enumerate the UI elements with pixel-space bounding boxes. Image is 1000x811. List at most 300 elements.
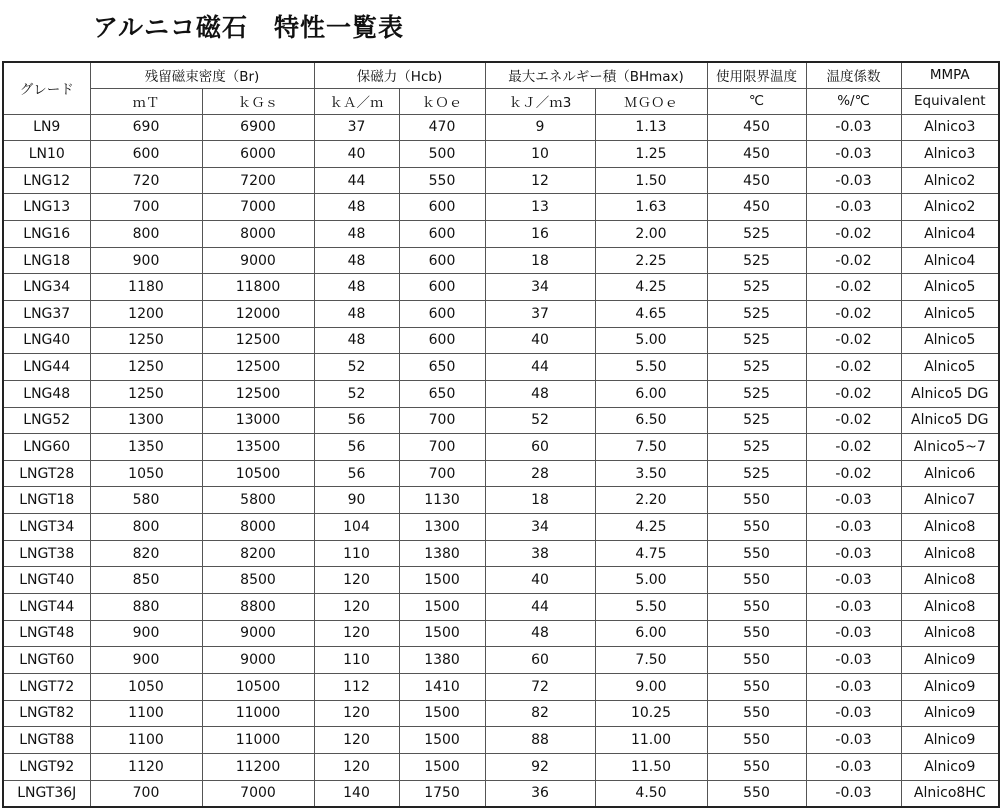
header-mmpa: MMPA bbox=[901, 62, 999, 88]
cell-bhmax-kj-m3: 52 bbox=[485, 407, 595, 434]
table-row bbox=[3, 300, 999, 327]
table-row bbox=[3, 780, 999, 807]
cell-br-mt: 1180 bbox=[90, 274, 202, 301]
cell-grade: LN9 bbox=[3, 114, 90, 141]
cell-br-mt: 800 bbox=[90, 514, 202, 541]
cell-br-mt: 1100 bbox=[90, 700, 202, 727]
cell-grade: LNG13 bbox=[3, 194, 90, 221]
cell-bhmax-mgoe: 7.50 bbox=[595, 647, 707, 674]
cell-temp-limit: 525 bbox=[707, 434, 806, 461]
cell-hcb-koe: 650 bbox=[399, 380, 485, 407]
cell-hcb-ka-m: 110 bbox=[314, 540, 399, 567]
cell-hcb-ka-m: 56 bbox=[314, 407, 399, 434]
cell-hcb-ka-m: 110 bbox=[314, 647, 399, 674]
cell-grade: LNG18 bbox=[3, 247, 90, 274]
cell-mmpa-equivalent: Alnico8 bbox=[901, 540, 999, 567]
cell-hcb-ka-m: 48 bbox=[314, 327, 399, 354]
cell-temp-coef: -0.03 bbox=[806, 540, 901, 567]
cell-hcb-koe: 1300 bbox=[399, 514, 485, 541]
cell-mmpa-equivalent: Alnico5 DG bbox=[901, 407, 999, 434]
cell-bhmax-kj-m3: 18 bbox=[485, 247, 595, 274]
cell-br-kgs: 8500 bbox=[202, 567, 314, 594]
cell-temp-coef: -0.03 bbox=[806, 141, 901, 168]
cell-hcb-ka-m: 120 bbox=[314, 594, 399, 621]
unit-kgs: ｋＧｓ bbox=[202, 88, 314, 114]
cell-hcb-ka-m: 112 bbox=[314, 673, 399, 700]
cell-hcb-ka-m: 56 bbox=[314, 434, 399, 461]
cell-hcb-koe: 650 bbox=[399, 354, 485, 381]
cell-hcb-koe: 600 bbox=[399, 327, 485, 354]
cell-temp-coef: -0.02 bbox=[806, 460, 901, 487]
cell-temp-coef: -0.02 bbox=[806, 434, 901, 461]
cell-bhmax-kj-m3: 38 bbox=[485, 540, 595, 567]
table-row bbox=[3, 247, 999, 274]
header-row-group bbox=[3, 62, 999, 88]
cell-grade: LNG60 bbox=[3, 434, 90, 461]
cell-bhmax-kj-m3: 82 bbox=[485, 700, 595, 727]
cell-temp-limit: 450 bbox=[707, 194, 806, 221]
cell-temp-coef: -0.03 bbox=[806, 194, 901, 221]
table-row bbox=[3, 700, 999, 727]
cell-br-mt: 850 bbox=[90, 567, 202, 594]
table-row bbox=[3, 647, 999, 674]
cell-bhmax-kj-m3: 10 bbox=[485, 141, 595, 168]
cell-grade: LNG12 bbox=[3, 167, 90, 194]
cell-br-mt: 700 bbox=[90, 194, 202, 221]
cell-bhmax-kj-m3: 48 bbox=[485, 380, 595, 407]
cell-br-kgs: 5800 bbox=[202, 487, 314, 514]
cell-hcb-koe: 470 bbox=[399, 114, 485, 141]
cell-br-mt: 900 bbox=[90, 247, 202, 274]
cell-mmpa-equivalent: Alnico8 bbox=[901, 567, 999, 594]
cell-bhmax-mgoe: 11.00 bbox=[595, 727, 707, 754]
cell-bhmax-mgoe: 4.75 bbox=[595, 540, 707, 567]
cell-hcb-ka-m: 44 bbox=[314, 167, 399, 194]
table-row bbox=[3, 620, 999, 647]
cell-hcb-ka-m: 56 bbox=[314, 460, 399, 487]
cell-br-mt: 820 bbox=[90, 540, 202, 567]
cell-mmpa-equivalent: Alnico7 bbox=[901, 487, 999, 514]
header-temp-coef: 温度係数 bbox=[806, 62, 901, 88]
table-row bbox=[3, 514, 999, 541]
cell-bhmax-kj-m3: 44 bbox=[485, 594, 595, 621]
table-row bbox=[3, 753, 999, 780]
cell-bhmax-mgoe: 4.50 bbox=[595, 780, 707, 807]
cell-grade: LNG48 bbox=[3, 380, 90, 407]
cell-temp-coef: -0.02 bbox=[806, 300, 901, 327]
header-temp-limit: 使用限界温度 bbox=[707, 62, 806, 88]
cell-grade: LNG40 bbox=[3, 327, 90, 354]
cell-grade: LNGT28 bbox=[3, 460, 90, 487]
cell-hcb-ka-m: 48 bbox=[314, 221, 399, 248]
cell-br-mt: 700 bbox=[90, 780, 202, 807]
table-row bbox=[3, 434, 999, 461]
cell-bhmax-mgoe: 1.25 bbox=[595, 141, 707, 168]
cell-hcb-ka-m: 104 bbox=[314, 514, 399, 541]
unit-kj-m3: ｋＪ／ｍ3 bbox=[485, 88, 595, 114]
cell-temp-limit: 525 bbox=[707, 327, 806, 354]
cell-temp-limit: 450 bbox=[707, 167, 806, 194]
cell-bhmax-mgoe: 11.50 bbox=[595, 753, 707, 780]
cell-mmpa-equivalent: Alnico9 bbox=[901, 673, 999, 700]
cell-temp-limit: 525 bbox=[707, 300, 806, 327]
header-hcb: 保磁力（Hcb) bbox=[314, 62, 485, 88]
cell-bhmax-mgoe: 4.65 bbox=[595, 300, 707, 327]
cell-hcb-koe: 1130 bbox=[399, 487, 485, 514]
table-row bbox=[3, 487, 999, 514]
cell-hcb-ka-m: 48 bbox=[314, 247, 399, 274]
cell-br-kgs: 12500 bbox=[202, 354, 314, 381]
cell-grade: LNG34 bbox=[3, 274, 90, 301]
cell-hcb-koe: 1500 bbox=[399, 620, 485, 647]
cell-bhmax-mgoe: 4.25 bbox=[595, 514, 707, 541]
cell-mmpa-equivalent: Alnico5 bbox=[901, 327, 999, 354]
cell-temp-coef: -0.02 bbox=[806, 274, 901, 301]
cell-br-mt: 1050 bbox=[90, 460, 202, 487]
table-row bbox=[3, 194, 999, 221]
cell-bhmax-kj-m3: 16 bbox=[485, 221, 595, 248]
cell-temp-limit: 525 bbox=[707, 221, 806, 248]
cell-br-kgs: 11000 bbox=[202, 700, 314, 727]
cell-hcb-koe: 1500 bbox=[399, 700, 485, 727]
cell-br-kgs: 13000 bbox=[202, 407, 314, 434]
cell-temp-coef: -0.03 bbox=[806, 753, 901, 780]
cell-hcb-koe: 1410 bbox=[399, 673, 485, 700]
cell-bhmax-kj-m3: 12 bbox=[485, 167, 595, 194]
table-row bbox=[3, 540, 999, 567]
cell-br-kgs: 8800 bbox=[202, 594, 314, 621]
unit-percent-per-c: %/℃ bbox=[806, 88, 901, 114]
cell-br-mt: 600 bbox=[90, 141, 202, 168]
page-title: アルニコ磁石 特性一覧表 bbox=[93, 13, 405, 42]
cell-temp-coef: -0.03 bbox=[806, 700, 901, 727]
cell-br-kgs: 10500 bbox=[202, 460, 314, 487]
cell-temp-coef: -0.03 bbox=[806, 514, 901, 541]
cell-grade: LNGT38 bbox=[3, 540, 90, 567]
unit-koe: ｋＯｅ bbox=[399, 88, 485, 114]
cell-grade: LNGT34 bbox=[3, 514, 90, 541]
cell-hcb-koe: 500 bbox=[399, 141, 485, 168]
cell-temp-limit: 525 bbox=[707, 354, 806, 381]
cell-temp-coef: -0.03 bbox=[806, 487, 901, 514]
cell-grade: LNGT88 bbox=[3, 727, 90, 754]
cell-br-kgs: 12000 bbox=[202, 300, 314, 327]
cell-bhmax-kj-m3: 34 bbox=[485, 274, 595, 301]
cell-temp-limit: 550 bbox=[707, 673, 806, 700]
cell-bhmax-mgoe: 5.50 bbox=[595, 594, 707, 621]
cell-br-kgs: 12500 bbox=[202, 327, 314, 354]
cell-temp-limit: 525 bbox=[707, 274, 806, 301]
cell-grade: LNG44 bbox=[3, 354, 90, 381]
cell-bhmax-kj-m3: 37 bbox=[485, 300, 595, 327]
cell-temp-coef: -0.02 bbox=[806, 380, 901, 407]
cell-bhmax-mgoe: 1.13 bbox=[595, 114, 707, 141]
cell-mmpa-equivalent: Alnico5 DG bbox=[901, 380, 999, 407]
cell-br-kgs: 11200 bbox=[202, 753, 314, 780]
table-row bbox=[3, 274, 999, 301]
table-body bbox=[3, 114, 999, 807]
cell-br-kgs: 7200 bbox=[202, 167, 314, 194]
cell-temp-limit: 550 bbox=[707, 727, 806, 754]
cell-bhmax-kj-m3: 88 bbox=[485, 727, 595, 754]
cell-br-mt: 800 bbox=[90, 221, 202, 248]
cell-temp-limit: 550 bbox=[707, 700, 806, 727]
unit-ka-m: ｋＡ／ｍ bbox=[314, 88, 399, 114]
cell-mmpa-equivalent: Alnico5~7 bbox=[901, 434, 999, 461]
cell-hcb-koe: 550 bbox=[399, 167, 485, 194]
cell-temp-coef: -0.03 bbox=[806, 780, 901, 807]
cell-mmpa-equivalent: Alnico5 bbox=[901, 354, 999, 381]
cell-br-mt: 1250 bbox=[90, 354, 202, 381]
cell-temp-limit: 550 bbox=[707, 594, 806, 621]
cell-br-kgs: 12500 bbox=[202, 380, 314, 407]
cell-br-kgs: 6000 bbox=[202, 141, 314, 168]
cell-bhmax-kj-m3: 13 bbox=[485, 194, 595, 221]
cell-hcb-ka-m: 120 bbox=[314, 753, 399, 780]
cell-temp-coef: -0.03 bbox=[806, 567, 901, 594]
cell-br-mt: 690 bbox=[90, 114, 202, 141]
cell-hcb-koe: 1750 bbox=[399, 780, 485, 807]
cell-bhmax-kj-m3: 92 bbox=[485, 753, 595, 780]
cell-grade: LNGT82 bbox=[3, 700, 90, 727]
cell-bhmax-mgoe: 6.00 bbox=[595, 380, 707, 407]
cell-hcb-ka-m: 120 bbox=[314, 700, 399, 727]
cell-bhmax-kj-m3: 44 bbox=[485, 354, 595, 381]
cell-temp-limit: 550 bbox=[707, 514, 806, 541]
cell-hcb-koe: 600 bbox=[399, 194, 485, 221]
table-row bbox=[3, 567, 999, 594]
cell-mmpa-equivalent: Alnico5 bbox=[901, 300, 999, 327]
cell-hcb-koe: 1500 bbox=[399, 567, 485, 594]
cell-mmpa-equivalent: Alnico5 bbox=[901, 274, 999, 301]
header-row-units bbox=[3, 88, 999, 114]
unit-mgoe: ＭＧＯｅ bbox=[595, 88, 707, 114]
cell-bhmax-kj-m3: 28 bbox=[485, 460, 595, 487]
cell-hcb-ka-m: 120 bbox=[314, 727, 399, 754]
cell-br-kgs: 9000 bbox=[202, 647, 314, 674]
cell-temp-coef: -0.02 bbox=[806, 247, 901, 274]
cell-temp-limit: 525 bbox=[707, 460, 806, 487]
cell-grade: LNGT92 bbox=[3, 753, 90, 780]
cell-bhmax-mgoe: 6.00 bbox=[595, 620, 707, 647]
cell-hcb-koe: 700 bbox=[399, 434, 485, 461]
cell-bhmax-mgoe: 10.25 bbox=[595, 700, 707, 727]
header-grade: グレード bbox=[3, 62, 90, 114]
cell-bhmax-mgoe: 5.00 bbox=[595, 327, 707, 354]
cell-br-kgs: 11800 bbox=[202, 274, 314, 301]
cell-bhmax-mgoe: 7.50 bbox=[595, 434, 707, 461]
cell-hcb-koe: 600 bbox=[399, 274, 485, 301]
cell-temp-coef: -0.03 bbox=[806, 673, 901, 700]
cell-hcb-ka-m: 40 bbox=[314, 141, 399, 168]
cell-mmpa-equivalent: Alnico9 bbox=[901, 700, 999, 727]
cell-hcb-koe: 700 bbox=[399, 460, 485, 487]
cell-temp-limit: 525 bbox=[707, 407, 806, 434]
table-row bbox=[3, 407, 999, 434]
cell-temp-coef: -0.03 bbox=[806, 647, 901, 674]
cell-temp-coef: -0.02 bbox=[806, 221, 901, 248]
cell-mmpa-equivalent: Alnico9 bbox=[901, 647, 999, 674]
cell-temp-limit: 525 bbox=[707, 247, 806, 274]
cell-temp-limit: 550 bbox=[707, 780, 806, 807]
cell-br-kgs: 9000 bbox=[202, 620, 314, 647]
cell-grade: LNGT60 bbox=[3, 647, 90, 674]
alnico-spec-table bbox=[2, 61, 1000, 808]
cell-bhmax-kj-m3: 36 bbox=[485, 780, 595, 807]
cell-mmpa-equivalent: Alnico2 bbox=[901, 167, 999, 194]
cell-bhmax-kj-m3: 60 bbox=[485, 647, 595, 674]
cell-temp-limit: 450 bbox=[707, 114, 806, 141]
cell-hcb-ka-m: 120 bbox=[314, 567, 399, 594]
cell-mmpa-equivalent: Alnico8HC bbox=[901, 780, 999, 807]
table-row bbox=[3, 221, 999, 248]
cell-mmpa-equivalent: Alnico4 bbox=[901, 247, 999, 274]
cell-br-mt: 1120 bbox=[90, 753, 202, 780]
cell-temp-limit: 550 bbox=[707, 487, 806, 514]
cell-br-kgs: 10500 bbox=[202, 673, 314, 700]
header-bhmax: 最大エネルギー積（BHmax) bbox=[485, 62, 707, 88]
unit-celsius: ℃ bbox=[707, 88, 806, 114]
cell-mmpa-equivalent: Alnico8 bbox=[901, 594, 999, 621]
cell-grade: LNGT48 bbox=[3, 620, 90, 647]
cell-hcb-koe: 1500 bbox=[399, 594, 485, 621]
cell-mmpa-equivalent: Alnico9 bbox=[901, 753, 999, 780]
cell-bhmax-kj-m3: 18 bbox=[485, 487, 595, 514]
cell-br-mt: 900 bbox=[90, 620, 202, 647]
cell-bhmax-kj-m3: 34 bbox=[485, 514, 595, 541]
cell-hcb-koe: 1500 bbox=[399, 753, 485, 780]
cell-hcb-koe: 1500 bbox=[399, 727, 485, 754]
cell-temp-coef: -0.03 bbox=[806, 114, 901, 141]
table-row bbox=[3, 141, 999, 168]
cell-temp-coef: -0.02 bbox=[806, 407, 901, 434]
cell-grade: LN10 bbox=[3, 141, 90, 168]
table-row bbox=[3, 594, 999, 621]
cell-br-kgs: 11000 bbox=[202, 727, 314, 754]
cell-br-mt: 900 bbox=[90, 647, 202, 674]
cell-br-mt: 1200 bbox=[90, 300, 202, 327]
table-row bbox=[3, 380, 999, 407]
cell-br-mt: 720 bbox=[90, 167, 202, 194]
cell-temp-limit: 550 bbox=[707, 567, 806, 594]
cell-bhmax-mgoe: 2.00 bbox=[595, 221, 707, 248]
cell-br-mt: 1250 bbox=[90, 380, 202, 407]
cell-temp-limit: 550 bbox=[707, 753, 806, 780]
cell-grade: LNG16 bbox=[3, 221, 90, 248]
cell-grade: LNGT44 bbox=[3, 594, 90, 621]
cell-br-kgs: 9000 bbox=[202, 247, 314, 274]
cell-br-kgs: 8000 bbox=[202, 514, 314, 541]
cell-bhmax-kj-m3: 48 bbox=[485, 620, 595, 647]
cell-mmpa-equivalent: Alnico3 bbox=[901, 114, 999, 141]
cell-bhmax-kj-m3: 40 bbox=[485, 567, 595, 594]
cell-hcb-ka-m: 90 bbox=[314, 487, 399, 514]
cell-mmpa-equivalent: Alnico2 bbox=[901, 194, 999, 221]
cell-br-kgs: 13500 bbox=[202, 434, 314, 461]
cell-temp-coef: -0.03 bbox=[806, 594, 901, 621]
cell-hcb-ka-m: 48 bbox=[314, 274, 399, 301]
cell-mmpa-equivalent: Alnico8 bbox=[901, 620, 999, 647]
cell-hcb-koe: 600 bbox=[399, 247, 485, 274]
cell-br-mt: 1350 bbox=[90, 434, 202, 461]
cell-hcb-ka-m: 52 bbox=[314, 354, 399, 381]
cell-bhmax-mgoe: 1.63 bbox=[595, 194, 707, 221]
cell-hcb-ka-m: 48 bbox=[314, 194, 399, 221]
cell-mmpa-equivalent: Alnico9 bbox=[901, 727, 999, 754]
cell-bhmax-mgoe: 9.00 bbox=[595, 673, 707, 700]
cell-bhmax-kj-m3: 9 bbox=[485, 114, 595, 141]
cell-grade: LNGT36J bbox=[3, 780, 90, 807]
cell-grade: LNG37 bbox=[3, 300, 90, 327]
cell-br-mt: 1250 bbox=[90, 327, 202, 354]
cell-bhmax-mgoe: 5.00 bbox=[595, 567, 707, 594]
header-br: 残留磁束密度（Br) bbox=[90, 62, 314, 88]
unit-equivalent: Equivalent bbox=[901, 88, 999, 114]
cell-bhmax-mgoe: 5.50 bbox=[595, 354, 707, 381]
table-row bbox=[3, 354, 999, 381]
cell-temp-coef: -0.02 bbox=[806, 354, 901, 381]
cell-mmpa-equivalent: Alnico4 bbox=[901, 221, 999, 248]
cell-br-kgs: 7000 bbox=[202, 780, 314, 807]
cell-br-mt: 880 bbox=[90, 594, 202, 621]
unit-mt: ｍＴ bbox=[90, 88, 202, 114]
table-row bbox=[3, 167, 999, 194]
cell-br-kgs: 8200 bbox=[202, 540, 314, 567]
cell-hcb-ka-m: 52 bbox=[314, 380, 399, 407]
cell-temp-coef: -0.03 bbox=[806, 727, 901, 754]
cell-temp-coef: -0.02 bbox=[806, 327, 901, 354]
table-row bbox=[3, 727, 999, 754]
cell-hcb-koe: 600 bbox=[399, 300, 485, 327]
cell-bhmax-kj-m3: 40 bbox=[485, 327, 595, 354]
cell-hcb-ka-m: 120 bbox=[314, 620, 399, 647]
cell-temp-limit: 450 bbox=[707, 141, 806, 168]
cell-mmpa-equivalent: Alnico8 bbox=[901, 514, 999, 541]
cell-grade: LNG52 bbox=[3, 407, 90, 434]
cell-hcb-koe: 700 bbox=[399, 407, 485, 434]
cell-temp-limit: 550 bbox=[707, 620, 806, 647]
cell-temp-limit: 550 bbox=[707, 647, 806, 674]
cell-bhmax-mgoe: 3.50 bbox=[595, 460, 707, 487]
cell-mmpa-equivalent: Alnico6 bbox=[901, 460, 999, 487]
cell-grade: LNGT18 bbox=[3, 487, 90, 514]
cell-br-mt: 1050 bbox=[90, 673, 202, 700]
table-row bbox=[3, 460, 999, 487]
cell-br-mt: 1300 bbox=[90, 407, 202, 434]
cell-hcb-koe: 600 bbox=[399, 221, 485, 248]
cell-bhmax-mgoe: 2.20 bbox=[595, 487, 707, 514]
cell-grade: LNGT40 bbox=[3, 567, 90, 594]
cell-br-kgs: 7000 bbox=[202, 194, 314, 221]
table-row bbox=[3, 673, 999, 700]
cell-hcb-ka-m: 37 bbox=[314, 114, 399, 141]
cell-bhmax-mgoe: 1.50 bbox=[595, 167, 707, 194]
cell-temp-limit: 525 bbox=[707, 380, 806, 407]
cell-br-kgs: 6900 bbox=[202, 114, 314, 141]
cell-bhmax-kj-m3: 60 bbox=[485, 434, 595, 461]
cell-hcb-koe: 1380 bbox=[399, 540, 485, 567]
cell-temp-coef: -0.03 bbox=[806, 620, 901, 647]
cell-bhmax-mgoe: 2.25 bbox=[595, 247, 707, 274]
table-row bbox=[3, 327, 999, 354]
cell-bhmax-mgoe: 6.50 bbox=[595, 407, 707, 434]
cell-br-mt: 1100 bbox=[90, 727, 202, 754]
cell-hcb-ka-m: 48 bbox=[314, 300, 399, 327]
cell-temp-coef: -0.03 bbox=[806, 167, 901, 194]
cell-bhmax-kj-m3: 72 bbox=[485, 673, 595, 700]
cell-hcb-ka-m: 140 bbox=[314, 780, 399, 807]
cell-br-mt: 580 bbox=[90, 487, 202, 514]
